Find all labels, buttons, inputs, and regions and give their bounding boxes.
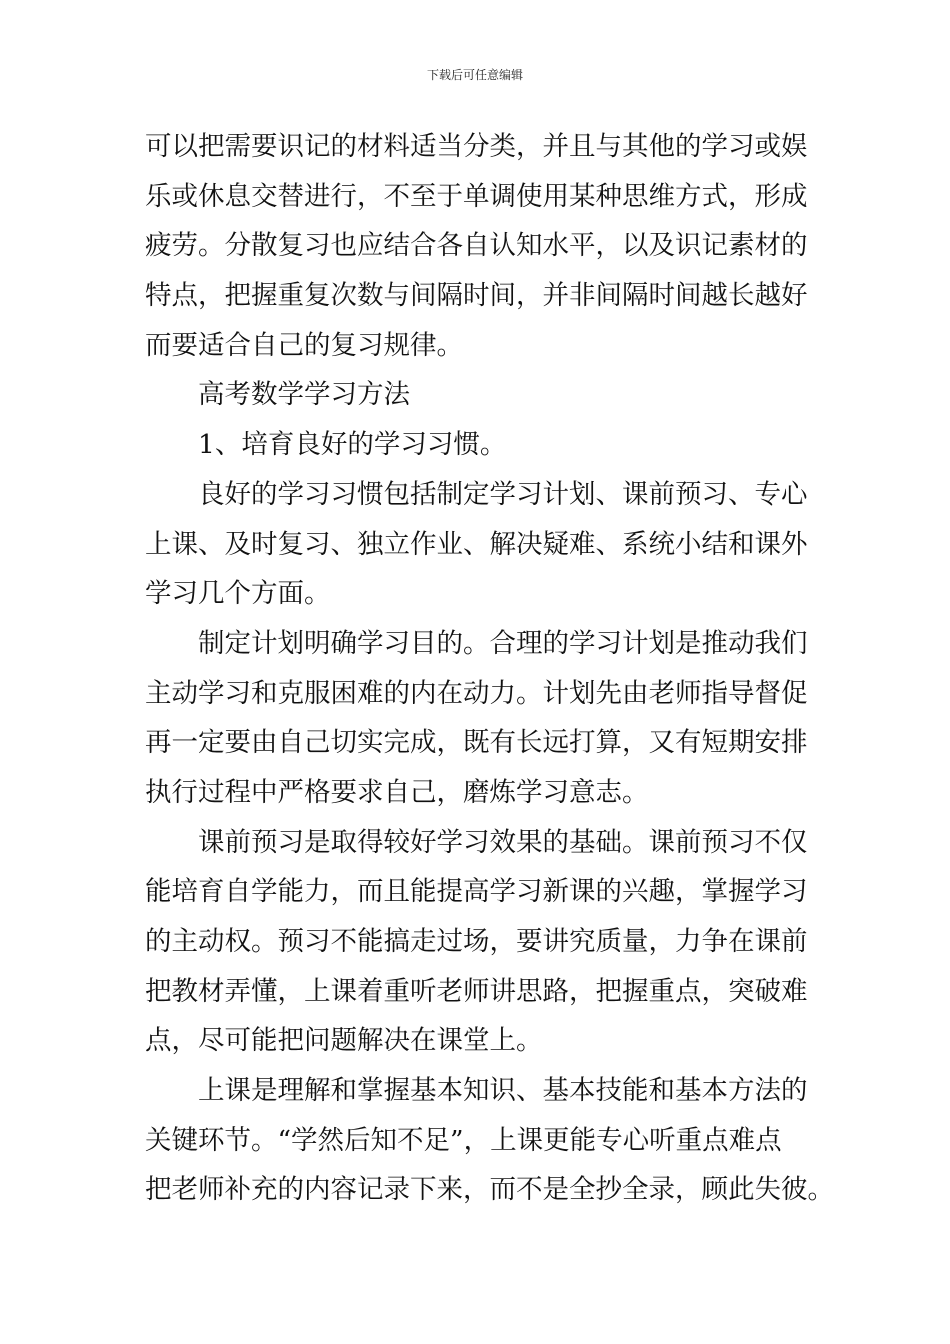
text-line: 可以把需要识记的材料适当分类，并且与其他的学习或娱 — [145, 131, 808, 162]
text-line: 主动学习和克服困难的内在动力。计划先由老师指导督促 — [145, 677, 808, 709]
text-line: 再一定要由自己切实完成，既有长远打算，又有短期安排 — [145, 727, 808, 759]
text-line: 把教材弄懂，上课着重听老师讲思路，把握重点，突破难 — [145, 975, 808, 1007]
page-header: 下载后可任意编辑 — [426, 68, 523, 82]
text-line: 上课、及时复习、独立作业、解决疑难、系统小结和课外 — [145, 528, 808, 560]
text-line: 良好的学习习惯包括制定学习计划、课前预习、专心 — [198, 478, 808, 510]
text-line: 而要适合自己的复习规律。 — [145, 329, 463, 361]
text-line: 上课是理解和掌握基本知识、基本技能和基本方法的 — [198, 1075, 808, 1107]
text-line: 乐或休息交替进行，不至于单调使用某种思维方式，形成 — [145, 180, 808, 212]
text-line: 学习几个方面。 — [145, 578, 331, 610]
numbered-item: 1、培育良好的学习习惯。 — [198, 429, 507, 461]
text-line: 特点，把握重复次数与间隔时间，并非间隔时间越长越好 — [145, 280, 808, 312]
text-line: 执行过程中严格要求自己，磨炼学习意志。 — [145, 776, 649, 808]
document-body — [145, 122, 834, 1215]
text-line: 疲劳。分散复习也应结合各自认知水平，以及识记素材的 — [145, 230, 808, 262]
text-line: 制定计划明确学习目的。合理的学习计划是推动我们 — [198, 627, 808, 659]
text-line: 能培育自学能力，而且能提高学习新课的兴趣，掌握学习 — [145, 876, 808, 908]
text-line: 把老师补充的内容记录下来，而不是全抄全录，顾此失彼。 — [145, 1174, 834, 1206]
text-line: 课前预习是取得较好学习效果的基础。课前预习不仅 — [198, 826, 808, 858]
text-line: 点，尽可能把问题解决在课堂上。 — [145, 1025, 543, 1057]
text-line: 关键环节。“学然后知不足”，上课更能专心听重点难点 — [145, 1124, 782, 1156]
text-line: 的主动权。预习不能搞走过场，要讲究质量，力争在课前 — [145, 926, 808, 957]
section-heading: 高考数学学习方法 — [198, 379, 410, 411]
